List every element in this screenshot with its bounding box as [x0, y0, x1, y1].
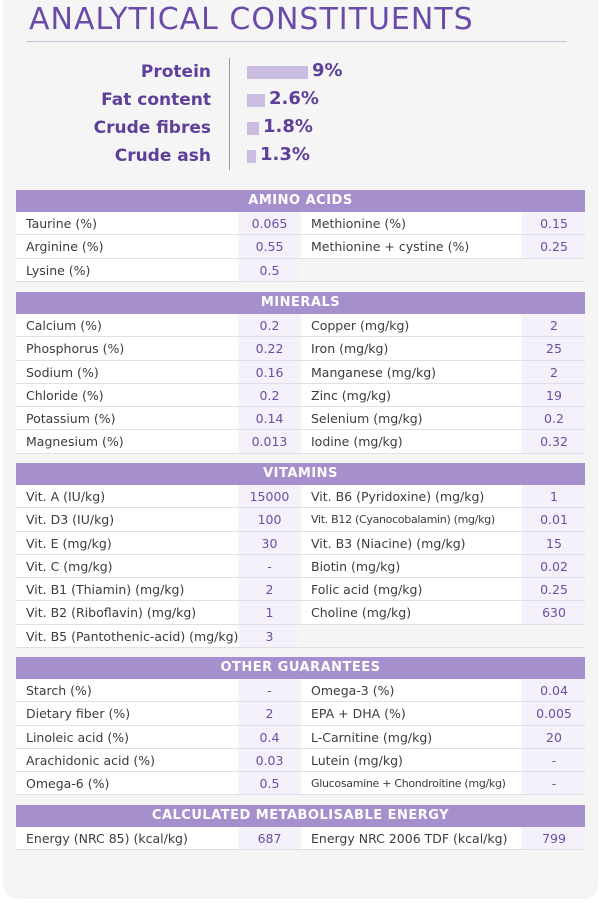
nutrient-value: 0.04	[523, 679, 585, 702]
table-row	[16, 314, 585, 337]
nutrient-label: Lutein (mg/kg)	[301, 749, 521, 772]
summary-label: Fat content	[101, 90, 211, 110]
nutrient-value: 799	[523, 827, 585, 850]
nutrient-label: Taurine (%)	[16, 212, 238, 235]
nutrient-label: Zinc (mg/kg)	[301, 384, 521, 407]
nutrient-label: Iodine (mg/kg)	[301, 430, 521, 453]
table-row	[16, 485, 585, 508]
table-row	[16, 361, 585, 384]
nutrient-value: 0.2	[240, 314, 299, 337]
section-header: OTHER GUARANTEES	[16, 657, 585, 679]
nutrient-label: Vit. B12 (Cyanocobalamin) (mg/kg)	[301, 508, 521, 531]
nutrient-value: 0.15	[523, 212, 585, 235]
table-row	[16, 532, 585, 555]
nutrient-value: 100	[240, 508, 299, 531]
section-grid	[16, 485, 585, 648]
nutrient-value: 1	[240, 601, 299, 624]
table-row	[16, 430, 585, 453]
nutrient-value: 0.16	[240, 361, 299, 384]
section-vitamins	[16, 463, 585, 648]
table-row	[16, 337, 585, 360]
nutrient-value: 20	[523, 726, 585, 749]
nutrient-label: Vit. E (mg/kg)	[16, 532, 238, 555]
nutrient-label: Methionine + cystine (%)	[301, 235, 521, 258]
section-header: AMINO ACIDS	[16, 190, 585, 212]
nutrient-label: Omega-3 (%)	[301, 679, 521, 702]
nutrient-value: -	[523, 749, 585, 772]
summary-row-protein	[0, 58, 601, 86]
summary-value: 9%	[312, 60, 343, 81]
nutrient-label: EPA + DHA (%)	[301, 702, 521, 725]
table-row	[16, 212, 585, 235]
nutrient-label: Magnesium (%)	[16, 430, 238, 453]
nutrient-value: 3	[240, 625, 299, 648]
summary-axis-line	[229, 142, 230, 170]
summary-row-ash	[0, 142, 601, 170]
nutrient-label: Vit. B5 (Pantothenic-acid) (mg/kg)	[16, 625, 238, 648]
nutrient-label: Potassium (%)	[16, 407, 238, 430]
nutrient-value: 0.03	[240, 749, 299, 772]
table-row	[16, 235, 585, 258]
nutrient-value: -	[240, 555, 299, 578]
nutrient-value: 630	[523, 601, 585, 624]
nutrient-value: -	[523, 772, 585, 795]
nutrient-label: Omega-6 (%)	[16, 772, 238, 795]
nutrient-value: 0.2	[240, 384, 299, 407]
nutrient-value: 0.2	[523, 407, 585, 430]
nutrient-value: 2	[523, 314, 585, 337]
nutrient-label: Vit. B6 (Pyridoxine) (mg/kg)	[301, 485, 521, 508]
summary-value: 1.8%	[263, 116, 313, 137]
nutrient-label: Biotin (mg/kg)	[301, 555, 521, 578]
table-row	[16, 679, 585, 702]
section-minerals	[16, 292, 585, 454]
section-grid	[16, 827, 585, 850]
nutrient-value: 0.5	[240, 259, 299, 282]
summary-value: 1.3%	[260, 144, 310, 165]
nutrient-value: 0.14	[240, 407, 299, 430]
nutrient-value: 0.25	[523, 235, 585, 258]
table-row	[16, 407, 585, 430]
nutrient-value: 0.013	[240, 430, 299, 453]
nutrient-value: 0.065	[240, 212, 299, 235]
nutrient-label: Selenium (mg/kg)	[301, 407, 521, 430]
nutrient-label: Iron (mg/kg)	[301, 337, 521, 360]
summary-label: Protein	[140, 62, 211, 82]
section-amino-acids	[16, 190, 585, 282]
summary-row-fibres	[0, 114, 601, 142]
nutrient-value: 0.005	[523, 702, 585, 725]
nutrient-label: Lysine (%)	[16, 259, 238, 282]
nutrient-value: 0.32	[523, 430, 585, 453]
summary-row-fat	[0, 86, 601, 114]
nutrient-value: 2	[240, 702, 299, 725]
summary-bar	[247, 94, 265, 107]
section-other-guarantees	[16, 657, 585, 795]
nutrient-label: Phosphorus (%)	[16, 337, 238, 360]
nutrient-label: Copper (mg/kg)	[301, 314, 521, 337]
nutrient-value: 2	[240, 578, 299, 601]
table-row	[16, 555, 585, 578]
nutrient-value: -	[240, 679, 299, 702]
nutrient-value: 0.22	[240, 337, 299, 360]
summary-axis-line	[229, 86, 230, 114]
nutrient-label: Vit. D3 (IU/kg)	[16, 508, 238, 531]
nutrient-label: Vit. A (IU/kg)	[16, 485, 238, 508]
nutrient-value: 15000	[240, 485, 299, 508]
nutrient-value: 0.4	[240, 726, 299, 749]
table-row	[16, 749, 585, 772]
table-row	[16, 601, 585, 624]
table-row	[16, 702, 585, 725]
table-row	[16, 384, 585, 407]
nutrient-value: 0.01	[523, 508, 585, 531]
table-row	[16, 508, 585, 531]
table-row	[16, 259, 585, 282]
nutrient-value: 25	[523, 337, 585, 360]
nutrient-value: 2	[523, 361, 585, 384]
nutrient-label: Sodium (%)	[16, 361, 238, 384]
nutrient-label: Manganese (mg/kg)	[301, 361, 521, 384]
nutrient-label: Arginine (%)	[16, 235, 238, 258]
nutrient-value: 0.5	[240, 772, 299, 795]
nutrient-label: Folic acid (mg/kg)	[301, 578, 521, 601]
section-metabolisable-energy	[16, 805, 585, 850]
nutrient-label: Glucosamine + Chondroitine (mg/kg)	[301, 772, 521, 795]
nutrient-label: Starch (%)	[16, 679, 238, 702]
nutrient-label: Calcium (%)	[16, 314, 238, 337]
summary-bar	[247, 66, 308, 79]
summary-bar	[247, 150, 256, 163]
summary-label: Crude ash	[114, 146, 211, 166]
table-row	[16, 625, 585, 648]
title-divider	[27, 41, 567, 42]
nutrient-label: Arachidonic acid (%)	[16, 749, 238, 772]
section-grid	[16, 314, 585, 454]
nutrient-value: 15	[523, 532, 585, 555]
summary-axis-line	[229, 114, 230, 142]
nutrient-label: Vit. C (mg/kg)	[16, 555, 238, 578]
nutrient-value: 0.55	[240, 235, 299, 258]
nutrient-label: Choline (mg/kg)	[301, 601, 521, 624]
table-row	[16, 726, 585, 749]
summary-label: Crude fibres	[93, 118, 211, 138]
nutrient-label: Vit. B2 (Riboflavin) (mg/kg)	[16, 601, 238, 624]
section-header: MINERALS	[16, 292, 585, 314]
nutrient-value: 1	[523, 485, 585, 508]
nutrient-value: 687	[240, 827, 299, 850]
summary-axis-line	[229, 58, 230, 86]
nutrient-label: Vit. B3 (Niacine) (mg/kg)	[301, 532, 521, 555]
section-header: CALCULATED METABOLISABLE ENERGY	[16, 805, 585, 827]
nutrient-label: Dietary fiber (%)	[16, 702, 238, 725]
nutrient-label: Chloride (%)	[16, 384, 238, 407]
nutrient-label: Vit. B1 (Thiamin) (mg/kg)	[16, 578, 238, 601]
section-header: VITAMINS	[16, 463, 585, 485]
nutrient-value: 19	[523, 384, 585, 407]
table-row	[16, 772, 585, 795]
nutrient-label: Energy NRC 2006 TDF (kcal/kg)	[301, 827, 521, 850]
section-grid	[16, 679, 585, 795]
nutrient-value: 30	[240, 532, 299, 555]
nutrient-value: 0.02	[523, 555, 585, 578]
summary-bar	[247, 122, 259, 135]
nutrient-label: L-Carnitine (mg/kg)	[301, 726, 521, 749]
section-grid	[16, 212, 585, 282]
table-row	[16, 578, 585, 601]
nutrient-value: 0.25	[523, 578, 585, 601]
summary-value: 2.6%	[269, 88, 319, 109]
nutrient-label: Linoleic acid (%)	[16, 726, 238, 749]
page-title: ANALYTICAL CONSTITUENTS	[29, 2, 474, 37]
nutrient-label: Methionine (%)	[301, 212, 521, 235]
nutrient-label: Energy (NRC 85) (kcal/kg)	[16, 827, 238, 850]
table-row	[16, 827, 585, 850]
